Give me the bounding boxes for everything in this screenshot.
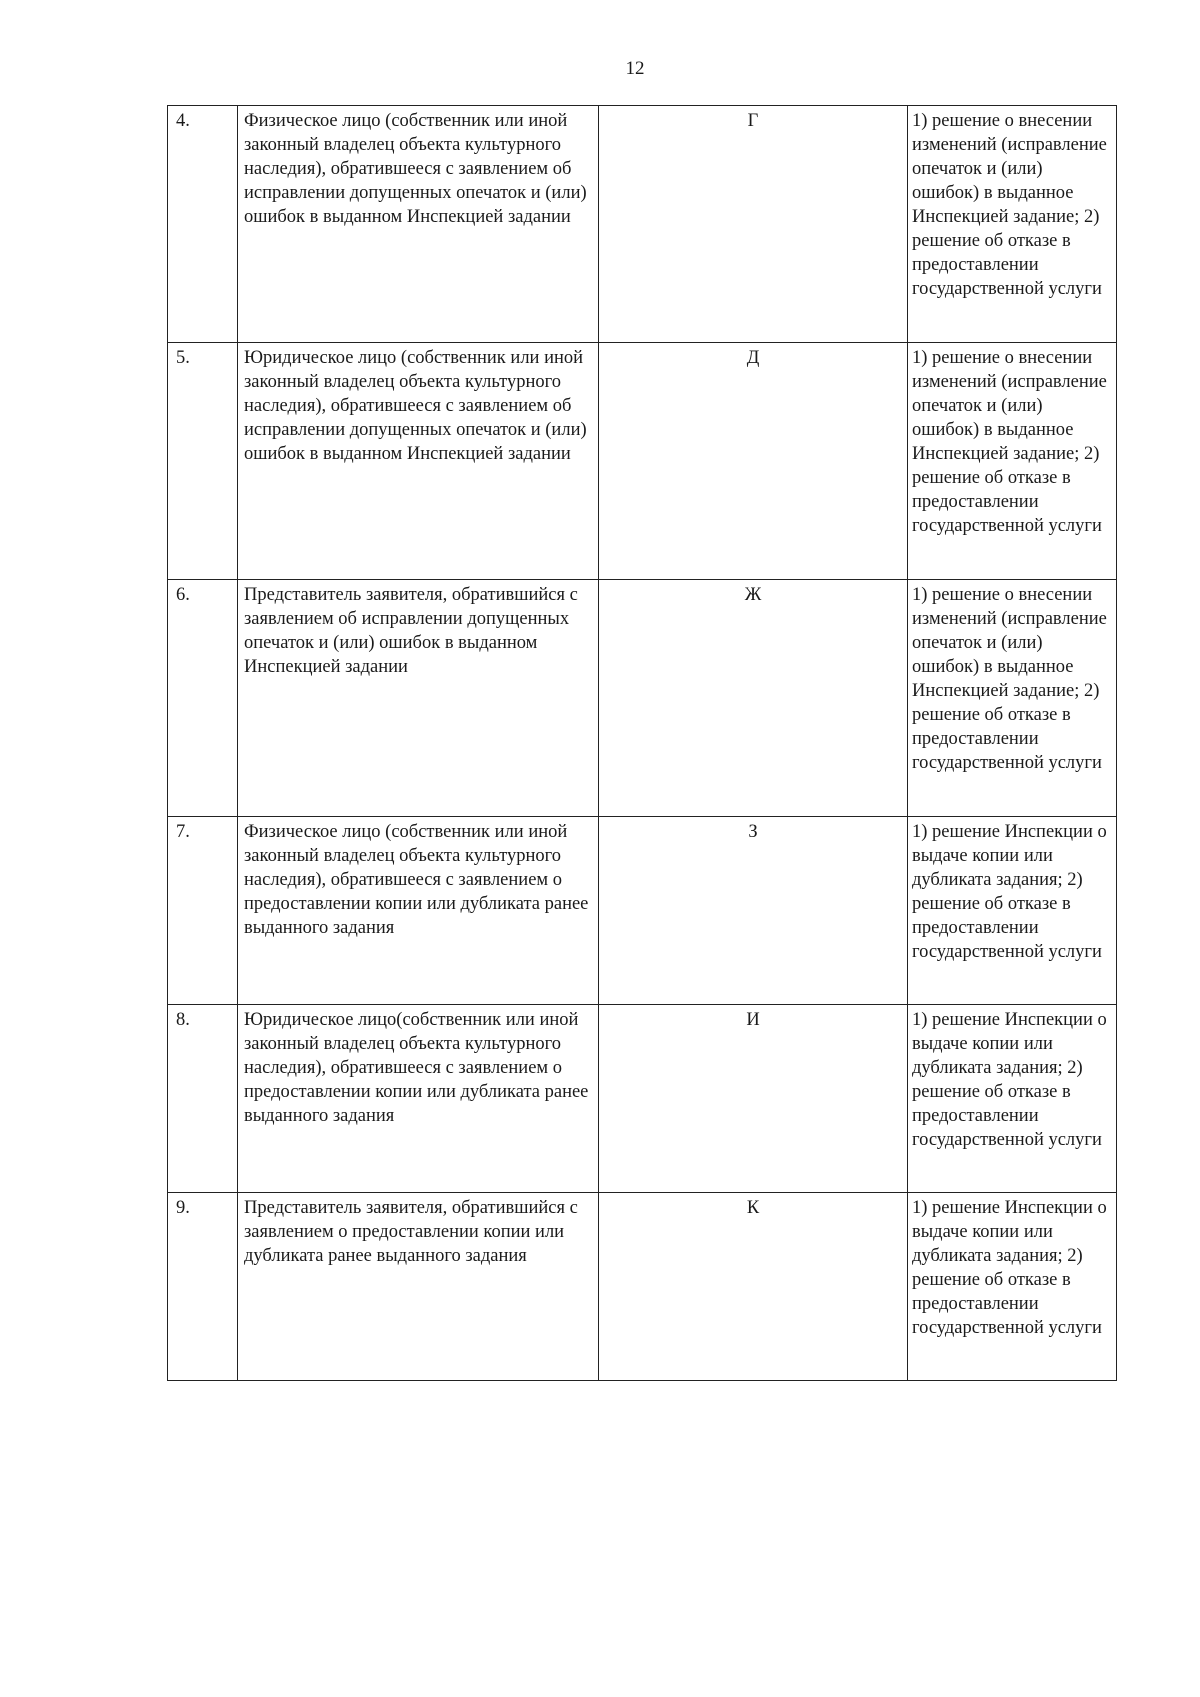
result-description: 1) решение Инспекции о выдаче копии или дубликата задания; 2) решение об отказе в предоставлении государственной услуги xyxy=(908,817,1117,1005)
result-description: 1) решение о внесении изменений (исправление опечаток и (или) ошибок) в выданное Инспекцией задание; 2) решение об отказе в предоставлении государственной услуги xyxy=(908,343,1117,580)
applicant-description: Юридическое лицо (собственник или иной законный владелец объекта культурного наследия), обратившееся с заявлением об исправлении допущенных опечаток и (или) ошибок в выданном Инспекцией задании xyxy=(238,343,599,580)
result-description: 1) решение Инспекции о выдаче копии или дубликата задания; 2) решение об отказе в предоставлении государственной услуги xyxy=(908,1005,1117,1193)
applicant-code: З xyxy=(599,817,908,1005)
result-description: 1) решение о внесении изменений (исправление опечаток и (или) ошибок) в выданное Инспекцией задание; 2) решение об отказе в предоставлении государственной услуги xyxy=(908,106,1117,343)
table-row xyxy=(168,1005,1117,1193)
row-number: 6. xyxy=(168,580,238,817)
row-number: 9. xyxy=(168,1193,238,1381)
applicant-code: И xyxy=(599,1005,908,1193)
applicant-code: К xyxy=(599,1193,908,1381)
applicant-description: Физическое лицо (собственник или иной законный владелец объекта культурного наследия), обратившееся с заявлением об исправлении допущенных опечаток и (или) ошибок в выданном Инспекцией задании xyxy=(238,106,599,343)
table-row xyxy=(168,817,1117,1005)
applicant-code: Г xyxy=(599,106,908,343)
row-number: 4. xyxy=(168,106,238,343)
applicant-results-table xyxy=(167,105,1117,1381)
applicant-description: Представитель заявителя, обратившийся с заявлением об исправлении допущенных опечаток и (или) ошибок в выданном Инспекцией задании xyxy=(238,580,599,817)
page-number: 12 xyxy=(625,58,645,79)
row-number: 8. xyxy=(168,1005,238,1193)
applicant-code: Д xyxy=(599,343,908,580)
table-row xyxy=(168,106,1117,343)
applicant-description: Представитель заявителя, обратившийся с заявлением о предоставлении копии или дубликата ранее выданного задания xyxy=(238,1193,599,1381)
row-number: 7. xyxy=(168,817,238,1005)
row-number: 5. xyxy=(168,343,238,580)
table-row xyxy=(168,580,1117,817)
applicant-code: Ж xyxy=(599,580,908,817)
table-row xyxy=(168,1193,1117,1381)
result-description: 1) решение о внесении изменений (исправление опечаток и (или) ошибок) в выданное Инспекцией задание; 2) решение об отказе в предоставлении государственной услуги xyxy=(908,580,1117,817)
result-description: 1) решение Инспекции о выдаче копии или дубликата задания; 2) решение об отказе в предоставлении государственной услуги xyxy=(908,1193,1117,1381)
applicant-description: Юридическое лицо(собственник или иной законный владелец объекта культурного наследия), обратившееся с заявлением о предоставлении копии или дубликата ранее выданного задания xyxy=(238,1005,599,1193)
applicant-description: Физическое лицо (собственник или иной законный владелец объекта культурного наследия), обратившееся с заявлением о предоставлении копии или дубликата ранее выданного задания xyxy=(238,817,599,1005)
table-row xyxy=(168,343,1117,580)
